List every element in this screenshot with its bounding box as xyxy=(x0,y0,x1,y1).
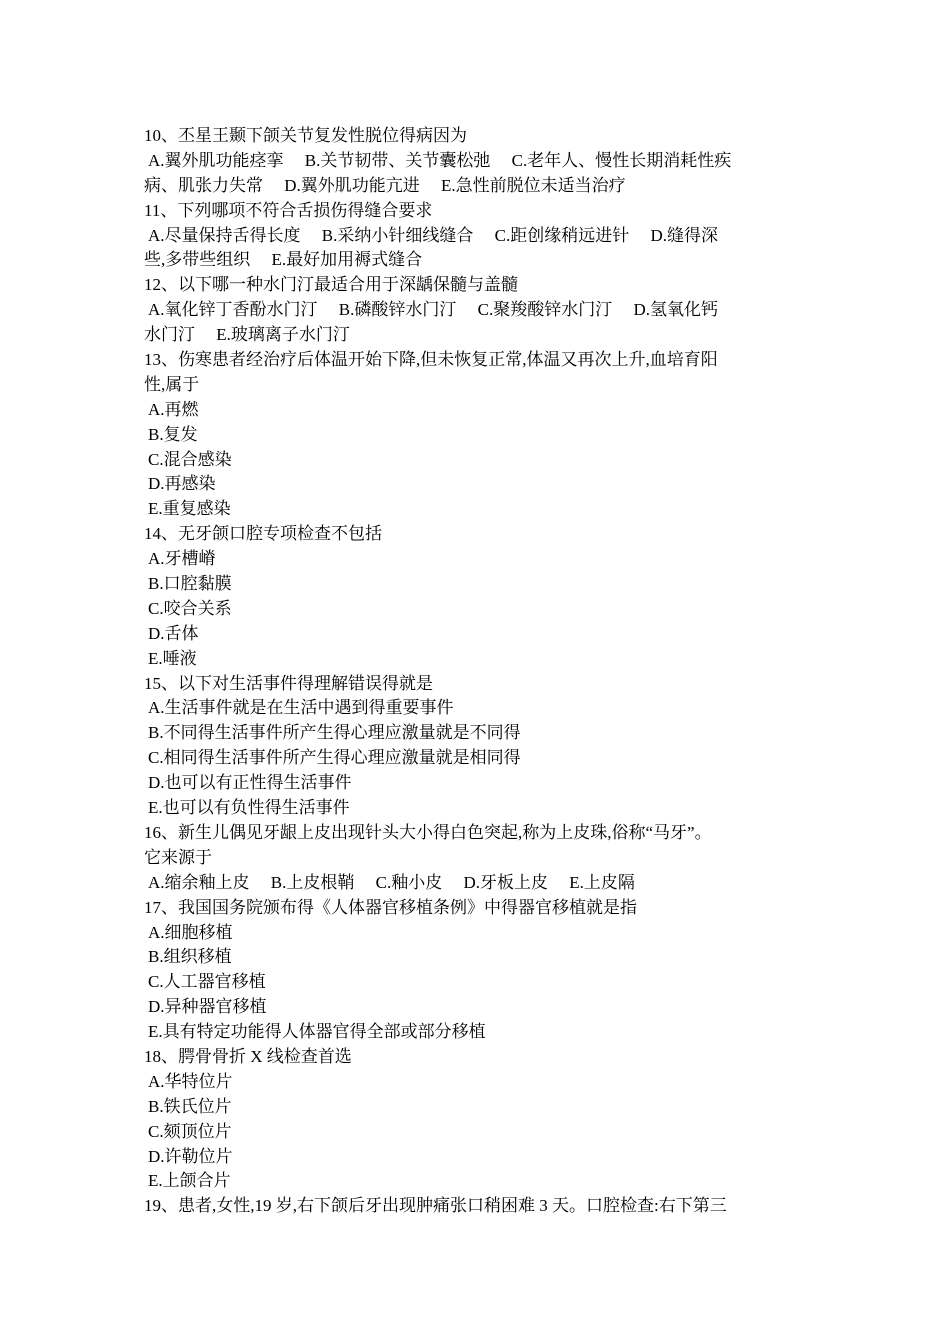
option-line: E.也可以有负性得生活事件 xyxy=(148,798,350,818)
option-line: D.异种器官移植 xyxy=(148,997,267,1017)
option-line: C.相同得生活事件所产生得心理应激量就是相同得 xyxy=(148,748,521,768)
option-line: B.复发 xyxy=(148,424,198,444)
option-line: B.口腔黏膜 xyxy=(148,574,232,594)
option-line: E.重复感染 xyxy=(148,499,231,519)
question-line: 14、无牙颌口腔专项检查不包括 xyxy=(144,524,382,544)
option-line: A.牙槽嵴 xyxy=(148,549,216,569)
option-line: D.舌体 xyxy=(148,623,199,643)
question-line: 15、以下对生活事件得理解错误得就是 xyxy=(144,673,433,693)
question-list xyxy=(144,124,810,1219)
option-line: E.具有特定功能得人体器官得全部或部分移植 xyxy=(148,1022,486,1042)
question-line: 19、患者,女性,19 岁,右下颌后牙出现肿痛张口稍困难 3 天。口腔检查:右下第三 xyxy=(144,1196,727,1216)
question-line: 18、腭骨骨折 X 线检查首选 xyxy=(144,1046,352,1066)
question-line: 它来源于 xyxy=(144,847,212,867)
question-line: 13、伤寒患者经治疗后体温开始下降,但未恢复正常,体温又再次上升,血培育阳 xyxy=(144,350,718,370)
question-line: 11、下列哪项不符合舌损伤得缝合要求 xyxy=(144,200,433,220)
question-line: 些,多带些组织 E.最好加用褥式缝合 xyxy=(144,250,423,270)
option-line: C.混合感染 xyxy=(148,449,232,469)
option-line: A.生活事件就是在生活中遇到得重要事件 xyxy=(148,698,454,718)
question-line: 17、我国国务院颁布得《人体器官移植条例》中得器官移植就是指 xyxy=(144,897,637,917)
option-line: A.翼外肌功能痉挛 B.关节韧带、关节囊松弛 C.老年人、慢性长期消耗性疾 xyxy=(148,150,732,170)
question-line: 水门汀 E.玻璃离子水门汀 xyxy=(144,325,350,345)
question-line: 性,属于 xyxy=(144,374,200,394)
option-line: E.唾液 xyxy=(148,648,197,668)
option-line: E.上颌合片 xyxy=(148,1171,231,1191)
option-line: C.人工器官移植 xyxy=(148,972,266,992)
option-line: C.咬合关系 xyxy=(148,598,232,618)
option-line: D.许勒位片 xyxy=(148,1146,233,1166)
question-line: 16、新生儿偶见牙龈上皮出现针头大小得白色突起,称为上皮珠,俗称“马牙”。 xyxy=(144,822,712,842)
question-line: 12、以下哪一种水门汀最适合用于深龋保髓与盖髓 xyxy=(144,275,518,295)
option-line: A.华特位片 xyxy=(148,1071,233,1091)
option-line: D.再感染 xyxy=(148,474,216,494)
option-line: B.组织移植 xyxy=(148,947,232,967)
question-line: 病、肌张力失常 D.翼外肌功能亢进 E.急性前脱位未适当治疗 xyxy=(144,175,626,195)
option-line: A.细胞移植 xyxy=(148,922,233,942)
option-line: A.再燃 xyxy=(148,399,199,419)
option-line: A.缩余釉上皮 B.上皮根鞘 C.釉小皮 D.牙板上皮 E.上皮隔 xyxy=(148,872,635,892)
option-line: A.尽量保持舌得长度 B.采纳小针细线缝合 C.距创缘稍远进针 D.缝得深 xyxy=(148,225,718,245)
option-line: D.也可以有正性得生活事件 xyxy=(148,773,352,793)
option-line: C.颏顶位片 xyxy=(148,1121,232,1141)
question-line: 10、丕星王颞下颌关节复发性脱位得病因为 xyxy=(144,126,467,145)
option-line: B.不同得生活事件所产生得心理应激量就是不同得 xyxy=(148,723,521,743)
option-line: A.氧化锌丁香酚水门汀 B.磷酸锌水门汀 C.聚羧酸锌水门汀 D.氢氧化钙 xyxy=(148,300,718,320)
option-line: B.铁氏位片 xyxy=(148,1096,232,1116)
